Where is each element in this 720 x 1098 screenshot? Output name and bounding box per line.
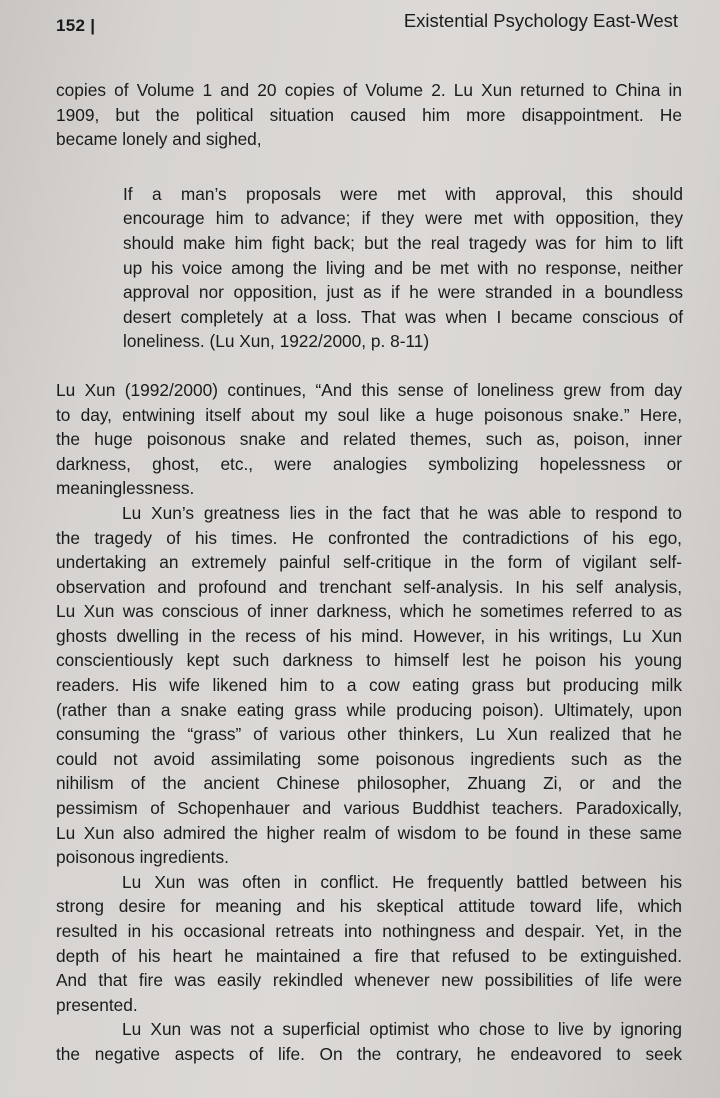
text-line: meaninglessness.	[56, 478, 195, 499]
paragraph-2	[56, 378, 682, 501]
paragraph-5	[56, 1017, 682, 1066]
text-line: to day, entwining itself about my soul like a huge poisonous snake.” Here,	[56, 404, 682, 425]
quote-line: If a man’s proposals were met with approval, this should	[123, 183, 683, 204]
text-line: Lu Xun was often in conflict. He frequently battled between his	[122, 871, 682, 892]
paragraph-4	[56, 870, 682, 1018]
quote-line: should make him fight back; but the real tragedy was for him to lift	[123, 232, 683, 253]
text-line: And that fire was easily rekindled whenever new possibilities of life were	[56, 970, 682, 991]
text-line: poisonous ingredients.	[56, 847, 229, 868]
text-line: 1909, but the political situation caused him more disappointment. He	[56, 104, 682, 125]
text-line: Lu Xun’s greatness lies in the fact that he was able to respond to	[122, 502, 682, 523]
page-body	[56, 78, 682, 1067]
text-line: depth of his heart he maintained a fire that refused to be extinguished.	[56, 945, 682, 966]
text-line: resulted in his occasional retreats into nothingness and despair. Yet, in the	[56, 921, 682, 941]
running-title: Existential Psychology East-West	[403, 10, 678, 31]
text-line: became lonely and sighed,	[56, 129, 262, 150]
paragraph-3	[56, 501, 682, 870]
page-number: 152 |	[56, 16, 96, 35]
quote-line: approval nor opposition, just as if he were stranded in a boundless	[123, 282, 683, 303]
text-line: Lu Xun also admired the higher realm of wisdom to be found in these same	[56, 822, 682, 843]
text-line: darkness, ghost, etc., were analogies symbolizing hopelessness or	[56, 453, 682, 474]
block-quote	[123, 182, 683, 354]
text-line: conscientiously kept such darkness to himself lest he poison his young	[56, 650, 682, 671]
text-line: copies of Volume 1 and 20 copies of Volume 2. Lu Xun returned to China in	[56, 80, 682, 100]
quote-line: up his voice among the living and be met with no response, neither	[123, 257, 683, 278]
text-line: Lu Xun (1992/2000) continues, “And this sense of loneliness grew from day	[56, 379, 682, 400]
quote-line: desert completely at a loss. That was when I became conscious of	[123, 306, 683, 327]
text-line: undertaking an extremely painful self-critique in the form of vigilant self-	[56, 552, 682, 573]
text-line: the tragedy of his times. He confronted the contradictions of his ego,	[56, 527, 682, 548]
text-line: consuming the “grass” of various other thinkers, Lu Xun realized that he	[56, 724, 682, 745]
quote-line: loneliness. (Lu Xun, 1922/2000, p. 8-11)	[123, 331, 430, 352]
text-line: observation and profound and trenchant self-analysis. In his self analysis,	[56, 576, 682, 597]
text-line: nihilism of the ancient Chinese philosopher, Zhuang Zi, or and the	[56, 773, 682, 794]
quote-line: encourage him to advance; if they were met with opposition, they	[123, 208, 683, 229]
text-line: could not avoid assimilating some poisonous ingredients such as the	[56, 748, 682, 769]
text-line: Lu Xun was not a superficial optimist who chose to live by ignoring	[122, 1019, 682, 1040]
page-header	[56, 10, 678, 40]
text-line: the huge poisonous snake and related themes, such as, poison, inner	[56, 429, 682, 450]
text-line: ghosts dwelling in the recess of his mind. However, in his writings, Lu Xun	[56, 625, 682, 646]
text-line: the negative aspects of life. On the contrary, he endeavored to seek	[56, 1043, 682, 1064]
text-line: (rather than a snake eating grass while producing poison). Ultimately, upon	[56, 699, 682, 720]
text-line: Lu Xun was conscious of inner darkness, which he sometimes referred to as	[56, 601, 682, 622]
text-line: readers. His wife likened him to a cow eating grass but producing milk	[56, 675, 682, 696]
text-line: pessimism of Schopenhauer and various Buddhist teachers. Paradoxically,	[56, 798, 682, 819]
paragraph-1	[56, 78, 682, 152]
text-line: presented.	[56, 994, 138, 1015]
text-line: strong desire for meaning and his skeptical attitude toward life, which	[56, 896, 682, 917]
